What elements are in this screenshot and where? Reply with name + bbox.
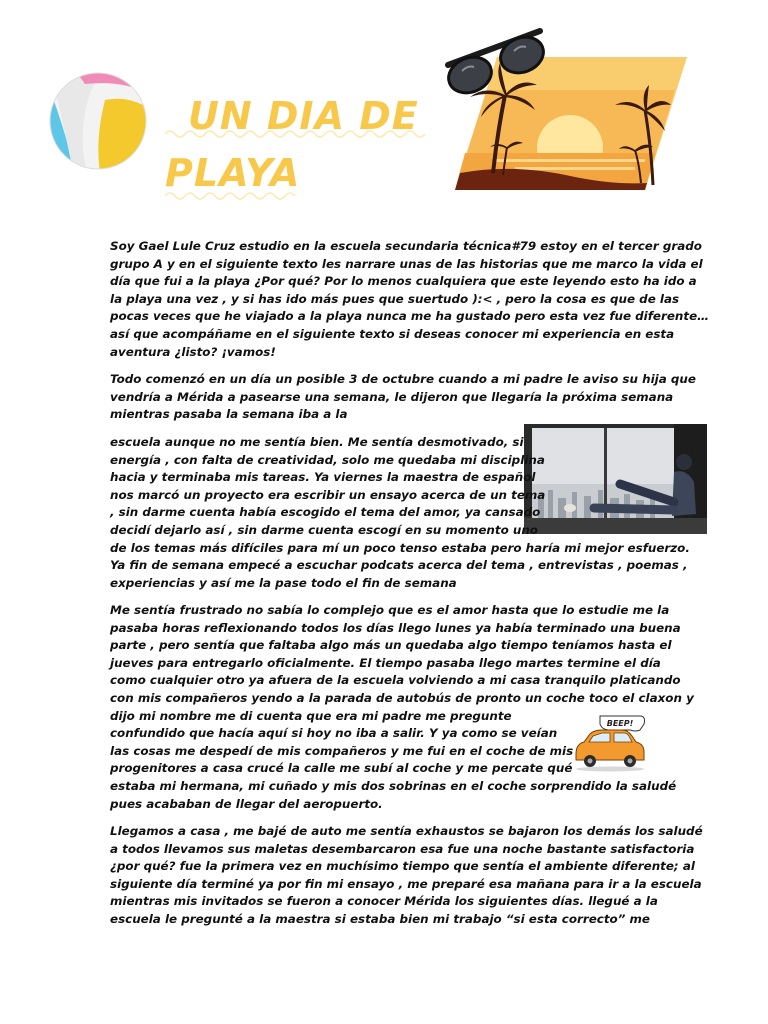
- text-line: escuela le pregunté a la maestra si estaba bien mi trabajo “si esta correcto” me: [110, 911, 650, 926]
- text-line: hacia y terminaba mis tareas. Ya viernes la maestra de español: [110, 470, 536, 485]
- text-line: Todo comenzó en un día un posible 3 de octubre cuando a mi padre le aviso su hija que: [110, 372, 696, 386]
- title-underline-wave: [165, 128, 430, 140]
- paragraph-arrival: [110, 823, 703, 929]
- title-bottom-wave: [165, 190, 300, 202]
- text-line: de los temas más difíciles para mí un poco tenso estaba pero haría mi mejor esfuerzo.: [110, 540, 690, 555]
- text-line: grupo A y en el siguiente texto les narrare unas de las historias que me marco la vida el: [110, 256, 703, 271]
- text-line: ¿por qué? fue la primera vez en muchísimo tiempo que sentía el ambiente diferente; al: [110, 859, 695, 874]
- text-line: progenitores a casa crucé la calle me subí al coche y me percate qué: [110, 761, 573, 776]
- text-line: pasaba horas reflexionando todos los días llego lunes ya había terminado una buena: [110, 620, 681, 635]
- text-line: pues acababan de llegar del aeropuerto.: [110, 796, 383, 811]
- text-line: mientras pasaba la semana iba a la: [110, 407, 348, 422]
- text-line: aventura ¿listo? ¡vamos!: [110, 344, 276, 359]
- text-line: nos marcó un proyecto era escribir un ensayo acerca de un tema: [110, 487, 546, 502]
- text-line: con mis compañeros yendo a la parada de autobús de pronto un coche toco el claxon y: [110, 690, 694, 705]
- text-line: a todos llevamos sus maletas desembarcaron esa fue una noche bastante satisfactoria: [110, 841, 695, 856]
- text-line: , sin darme cuenta había escogido el tema del amor, ya cansado: [110, 505, 541, 520]
- text-line: mientras mis invitados se fueron a conocer Mérida los siguientes días. llegué a la: [110, 894, 658, 909]
- text-line: confundido que hacía aquí si hoy no iba a salir. Y ya como se veían: [110, 726, 558, 741]
- sunglasses-icon: [444, 25, 550, 97]
- text-line: escuela aunque no me sentía bien. Me sentía desmotivado, si: [110, 435, 524, 449]
- text-line: la playa una vez , y si has ido más pues que suertudo ):< , pero la cosa es que de las: [110, 291, 680, 306]
- title-line-2: PLAYA: [165, 151, 301, 195]
- paragraph-school: [110, 434, 690, 592]
- text-line: jueves para entregarlo oficialmente. El tiempo pasaba llego martes termine el día: [110, 655, 661, 670]
- text-line: Ya fin de semana empecé a escuchar podcats acerca del tema , entrevistas , poemas ,: [110, 558, 688, 573]
- text-line: pocas veces que he viajado a la playa nunca me ha gustado pero esta vez fue diferente…: [110, 309, 710, 324]
- text-line: energía , con falta de creatividad, solo me quedaba mi disciplina: [110, 452, 545, 467]
- text-line: estaba mi hermana, mi cuñado y mis dos sobrinas en el coche sorprendido la saludé: [110, 778, 677, 793]
- car-beep-text: BEEP!: [606, 719, 634, 728]
- text-line: Llegamos a casa , me bajé de auto me sentía exhaustos se bajaron los demás los saludé: [110, 824, 703, 838]
- text-line: así que acompáñame en el siguiente texto si deseas conocer mi experiencia en esta: [110, 326, 675, 341]
- text-line: parte , pero sentía que faltaba algo más un quedaba algo tiempo teníamos hasta el: [110, 638, 672, 653]
- paragraph-intro: [110, 238, 710, 361]
- paragraph-frustrated: [110, 602, 694, 813]
- text-line: vendría a Mérida a pasearse una semana, le dijeron que llegaría la próxima semana: [110, 389, 674, 404]
- text-line: las cosas me despedí de mis compañeros y me fui en el coche de mis: [110, 743, 574, 758]
- text-line: experiencias y así me la pase todo el fin de semana: [110, 575, 457, 590]
- car-beep-icon: [570, 714, 650, 772]
- beach-ball-icon: [45, 70, 151, 172]
- text-line: Soy Gael Lule Cruz estudio en la escuela secundaria técnica#79 estoy en el tercer grado: [110, 239, 702, 253]
- text-line: Me sentía frustrado no sabía lo complejo que es el amor hasta que lo estudie me la: [110, 603, 670, 617]
- paragraph-october: [110, 371, 696, 424]
- title-line-1: UN DIA DE: [188, 94, 419, 138]
- text-line: dijo mi nombre me di cuenta que era mi padre me pregunte: [110, 708, 512, 723]
- text-line: como cualquier otro ya afuera de la escuela volviendo a mi casa tranquilo platicando: [110, 673, 681, 688]
- text-line: día que fui a la playa ¿Por qué? Por lo menos cualquiera que este leyendo esto ha ido a: [110, 274, 697, 289]
- text-line: siguiente día terminé ya por fin mi ensayo , me preparé esa mañana para ir a la escuela: [110, 876, 702, 891]
- text-line: decidí dejarlo así , sin darme cuenta escogí en su momento uno: [110, 522, 538, 537]
